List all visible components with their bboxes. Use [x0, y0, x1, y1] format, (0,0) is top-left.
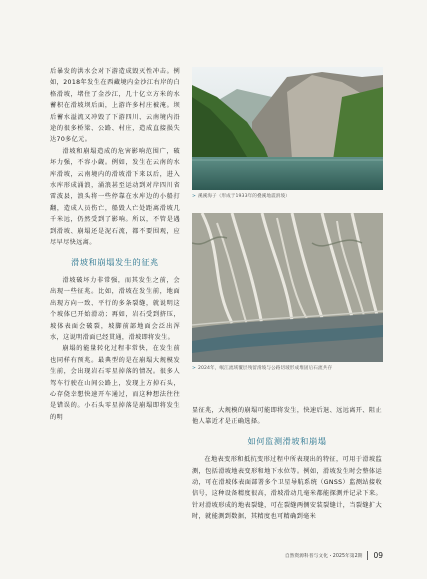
paragraph: 滑坡和崩塌造成的危害影响范围广，破坏力强，不容小觑。例如，发生在云南的水库滑坡，云南境内的滑坡滑下来以后，进入水库形成涌浪，涌浪甚至运动到对岸四川省雷波县，浪头将一些停靠在水库边的小船打翻，造成人员伤亡，船毁人亡处距离滑坡几千米远，仍然受到了影响。所以，不管是遇到滑坡、崩塌还是泥石流，都不要围观，应尽早尽快远离。	[50, 147, 180, 247]
page-number: 09	[373, 551, 383, 560]
lake-valley-image	[192, 67, 383, 190]
paragraph: 滑坡破坏力非常强，而其发生之前，会出现一些征兆。比如，滑坡在发生前，地面出现方向一致、平行的多条裂缝，就说明这个坡体已开始滑动；再如，岩石受到挤压，坡体表面会破裂，坡脚前部地面会泛出浑水，这说明滑面已经贯通，滑坡即将发生。	[50, 276, 180, 341]
paragraph: 在地表变形和抵抗变形过程中所表现出的特征，可用于滑坡监测，包括滑坡地表变形和地下水位等。例如，滑坡发生时会整体运动，可在滑坡体表面部署多个卫星导航系统（GNSS）监测站接收信号，这种设备精度很高，滑坡滑动几毫米都能探测并记录下来。针对滑坡形成的地表裂缝，可在裂缝两侧安装裂缝计，当裂缝扩大时，就能测到数据，其精度也可精确到毫米	[192, 456, 382, 521]
paragraph: 显征兆，大规模的崩塌可能即将发生，快速后退、远远离开、阻止他人靠近才是正确选择。	[192, 407, 382, 426]
caption-marker: >	[192, 366, 196, 371]
caption-marker: >	[192, 194, 196, 199]
section-heading-signs: 滑坡和崩塌发生的征兆	[71, 256, 159, 267]
paragraph: 后暴发的洪水会对下游造成毁灭性冲击。例如，2018年发生在西藏境内金沙江右岸的白格滑坡，堵住了金沙江，几十亿立方米的水蓄积在滑坡坝后面，上游许多村庄被淹。坝后蓄水溢流又冲毁了下游四川、云南境内沿途的很多桥梁、公路、村庄，造成直接损失达70多亿元。	[50, 68, 180, 144]
aerial-debris-photo	[192, 213, 383, 362]
paragraph: 崩塌的能量转化过程非常快，在发生前也同样有预兆。最典型的是在崩塌大规模发生前，会出现岩石零星掉落的情况。很多人驾车行驶在山间公路上，发现上方掉石头，心存侥幸想快速开车通过，而这种想法往往是错误的。小石头零星掉落是崩塌即将发生的明	[50, 345, 180, 421]
caption-text: 2024年，岷江流域覆层残留滑坡与公路切坡形成堆固后石流共存	[197, 366, 333, 371]
figure-caption	[192, 193, 387, 200]
section-heading-monitoring: 如何监测滑坡和崩塌	[247, 435, 327, 446]
caption-text: 溪溪海子（形成于1933年的叠溪地震滑坡）	[197, 194, 290, 199]
left-column	[50, 66, 180, 423]
figure-caption	[192, 365, 387, 372]
lake-valley-photo	[192, 67, 383, 190]
page-footer	[285, 551, 383, 560]
journal-name: 自然资源科普与文化・2025年第2期	[284, 554, 363, 559]
footer-divider	[367, 551, 368, 560]
aerial-debris-image	[192, 213, 383, 362]
right-column	[192, 405, 382, 523]
